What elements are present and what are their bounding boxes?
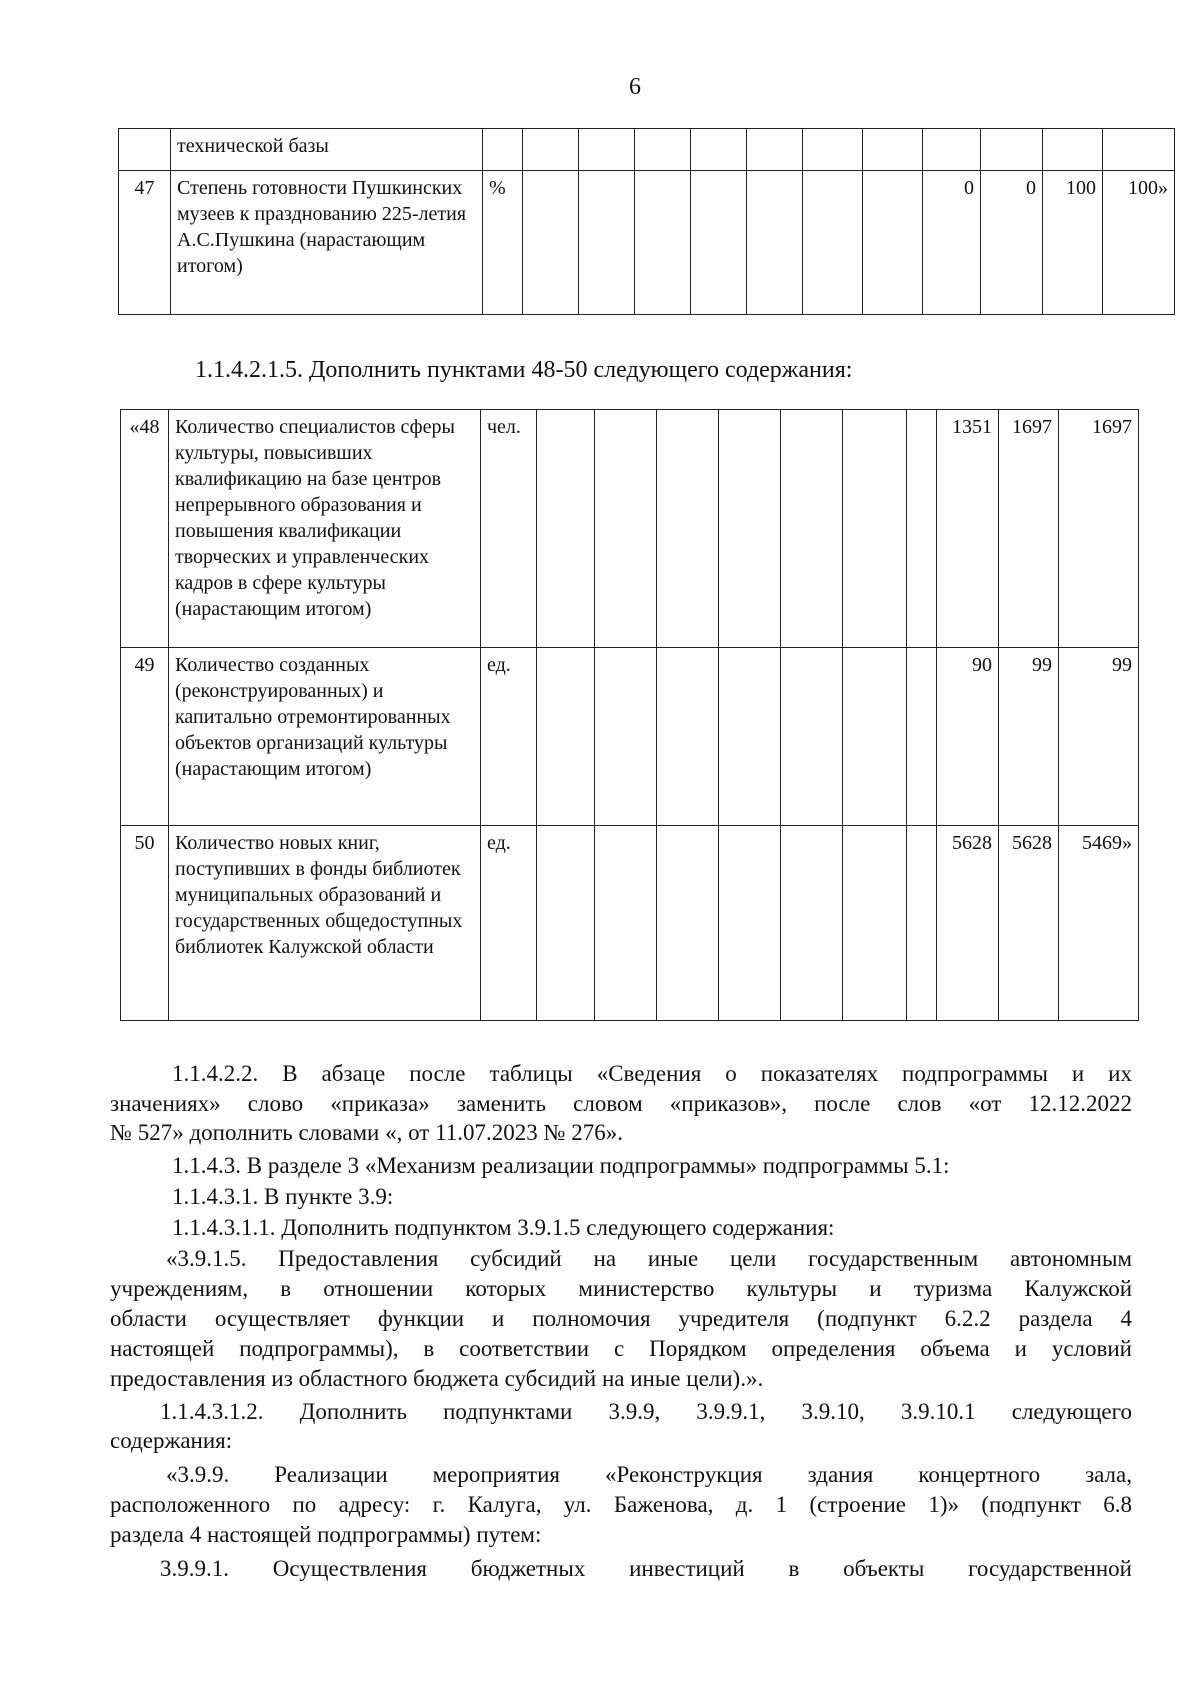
value-cell: 1697 <box>1059 410 1139 648</box>
value-cell <box>981 129 1043 171</box>
paragraph-line <box>110 1491 1132 1519</box>
value-cell <box>843 826 907 1021</box>
paragraph-line <box>166 1461 1132 1489</box>
paragraph-text: учреждениям, в отношении которых министерство культуры и туризма Калужской <box>110 1276 1132 1301</box>
value-cell <box>523 171 579 315</box>
paragraph-text: 1.1.4.2.2. В абзаце после таблицы «Сведения о показателях подпрограммы и их <box>172 1061 1132 1086</box>
value-cell: 1351 <box>937 410 999 648</box>
paragraph-line: предоставления из областного бюджета субсидий на иные цели).». <box>110 1366 764 1391</box>
unit-cell: чел. <box>481 410 537 648</box>
value-cell: 5628 <box>937 826 999 1021</box>
value-cell <box>719 826 781 1021</box>
unit-cell: ед. <box>481 826 537 1021</box>
section-heading: 1.1.4.2.1.5. Дополнить пунктами 48-50 следующего содержания: <box>195 357 853 383</box>
value-cell <box>781 826 843 1021</box>
value-cell <box>863 129 923 171</box>
value-cell: 99 <box>1059 648 1139 826</box>
value-cell <box>1103 129 1175 171</box>
value-cell <box>907 410 937 648</box>
paragraph-line: 1.1.4.3.1. В пункте 3.9: <box>172 1184 394 1209</box>
paragraph-line <box>166 1245 1132 1273</box>
paragraph-line: 1.1.4.3. В разделе 3 «Механизм реализации подпрограммы» подпрограммы 5.1: <box>172 1153 950 1178</box>
value-cell <box>843 410 907 648</box>
value-cell <box>803 171 863 315</box>
value-cell: 100 <box>1043 171 1103 315</box>
value-cell <box>781 410 843 648</box>
table-row <box>121 826 1139 1021</box>
unit-cell <box>483 129 523 171</box>
paragraph-text: «3.9.1.5. Предоставления субсидий на иные цели государственным автономным <box>166 1246 1132 1271</box>
value-cell <box>537 410 595 648</box>
indicator-name: Количество новых книг, поступивших в фонды библиотек муниципальных образований и государственных общедоступных библиотек Калужской области <box>169 826 481 1021</box>
paragraph-text: значениях» слово «приказа» заменить словом «приказов», после слов «от 12.12.2022 <box>110 1091 1132 1116</box>
value-cell <box>579 129 635 171</box>
value-cell <box>863 171 923 315</box>
paragraph-text: расположенного по адресу: г. Калуга, ул. Баженова, д. 1 (строение 1)» (подпункт 6.8 <box>110 1492 1132 1517</box>
value-cell: 0 <box>923 171 981 315</box>
paragraph-line <box>110 1335 1132 1363</box>
value-cell <box>523 129 579 171</box>
value-cell <box>923 129 981 171</box>
value-cell <box>595 826 657 1021</box>
value-cell <box>595 410 657 648</box>
paragraph-line <box>110 1275 1132 1303</box>
value-cell <box>691 171 747 315</box>
indicator-name: Количество специалистов сферы культуры, повысивших квалификацию на базе центров непрерывного образования и повышения квалификации творческих и управленческих кадров в сфере культуры (нарастающим итогом) <box>169 410 481 648</box>
table-row <box>121 648 1139 826</box>
paragraph-line: 1.1.4.3.1.1. Дополнить подпунктом 3.9.1.5 следующего содержания: <box>172 1215 835 1240</box>
indicator-name: Количество созданных (реконструированных) и капитально отремонтированных объектов организаций культуры (нарастающим итогом) <box>169 648 481 826</box>
value-cell <box>657 410 719 648</box>
paragraph-text: области осуществляет функции и полномочия учредителя (подпункт 6.2.2 раздела 4 <box>110 1306 1132 1331</box>
value-cell <box>537 648 595 826</box>
paragraph-line: № 527» дополнить словами «, от 11.07.2023 № 276». <box>110 1120 623 1145</box>
value-cell <box>907 648 937 826</box>
row-number: 49 <box>134 654 155 676</box>
value-cell <box>719 410 781 648</box>
value-cell <box>719 648 781 826</box>
value-cell: 5469» <box>1059 826 1139 1021</box>
value-cell: 99 <box>999 648 1059 826</box>
indicators-table-continuation <box>118 128 1175 315</box>
row-number: 47 <box>119 171 171 315</box>
value-cell <box>843 648 907 826</box>
page-number: 6 <box>629 74 641 100</box>
paragraph-text: 3.9.9.1. Осуществления бюджетных инвестиций в объекты государственной <box>160 1556 1132 1581</box>
row-number: 50 <box>134 832 155 854</box>
paragraph-text: 1.1.4.3.1.2. Дополнить подпунктами 3.9.9, 3.9.9.1, 3.9.10, 3.9.10.1 следующего <box>160 1399 1132 1424</box>
value-cell <box>747 171 803 315</box>
table-row <box>121 410 1139 648</box>
value-cell: 100» <box>1103 171 1175 315</box>
open-quote: « <box>129 416 140 438</box>
unit-cell: % <box>483 171 523 315</box>
value-cell: 0 <box>981 171 1043 315</box>
paragraph-line <box>160 1555 1132 1583</box>
paragraph-line <box>110 1305 1132 1333</box>
value-cell <box>635 171 691 315</box>
row-number-cell <box>121 826 169 1021</box>
table-row <box>119 171 1175 315</box>
value-cell: 5628 <box>999 826 1059 1021</box>
paragraph-text: настоящей подпрограммы), в соответствии с Порядком определения объема и условий <box>110 1336 1132 1361</box>
value-cell <box>579 171 635 315</box>
value-cell <box>537 826 595 1021</box>
indicator-name: технической базы <box>171 129 483 171</box>
value-cell <box>781 648 843 826</box>
paragraph-line: раздела 4 настоящей подпрограммы) путем: <box>110 1522 542 1547</box>
paragraph-line <box>160 1398 1132 1426</box>
value-cell <box>635 129 691 171</box>
paragraph-line <box>172 1060 1132 1088</box>
value-cell <box>747 129 803 171</box>
value-cell <box>1043 129 1103 171</box>
row-number-cell <box>121 410 169 648</box>
value-cell <box>657 826 719 1021</box>
value-cell <box>803 129 863 171</box>
unit-cell: ед. <box>481 648 537 826</box>
value-cell: 90 <box>937 648 999 826</box>
row-number: 48 <box>139 416 160 438</box>
table-row <box>119 129 1175 171</box>
value-cell: 1697 <box>999 410 1059 648</box>
indicators-table-new-items <box>120 409 1139 1021</box>
value-cell <box>595 648 657 826</box>
paragraph-line: содержания: <box>110 1428 233 1453</box>
row-number-cell <box>121 648 169 826</box>
indicator-name: Степень готовности Пушкинских музеев к празднованию 225-летия А.С.Пушкина (нарастающим итогом) <box>171 171 483 315</box>
value-cell <box>907 826 937 1021</box>
value-cell <box>657 648 719 826</box>
row-number <box>119 129 171 171</box>
value-cell <box>691 129 747 171</box>
paragraph-line <box>110 1090 1132 1118</box>
paragraph-text: «3.9.9. Реализации мероприятия «Реконструкция здания концертного зала, <box>166 1462 1132 1487</box>
